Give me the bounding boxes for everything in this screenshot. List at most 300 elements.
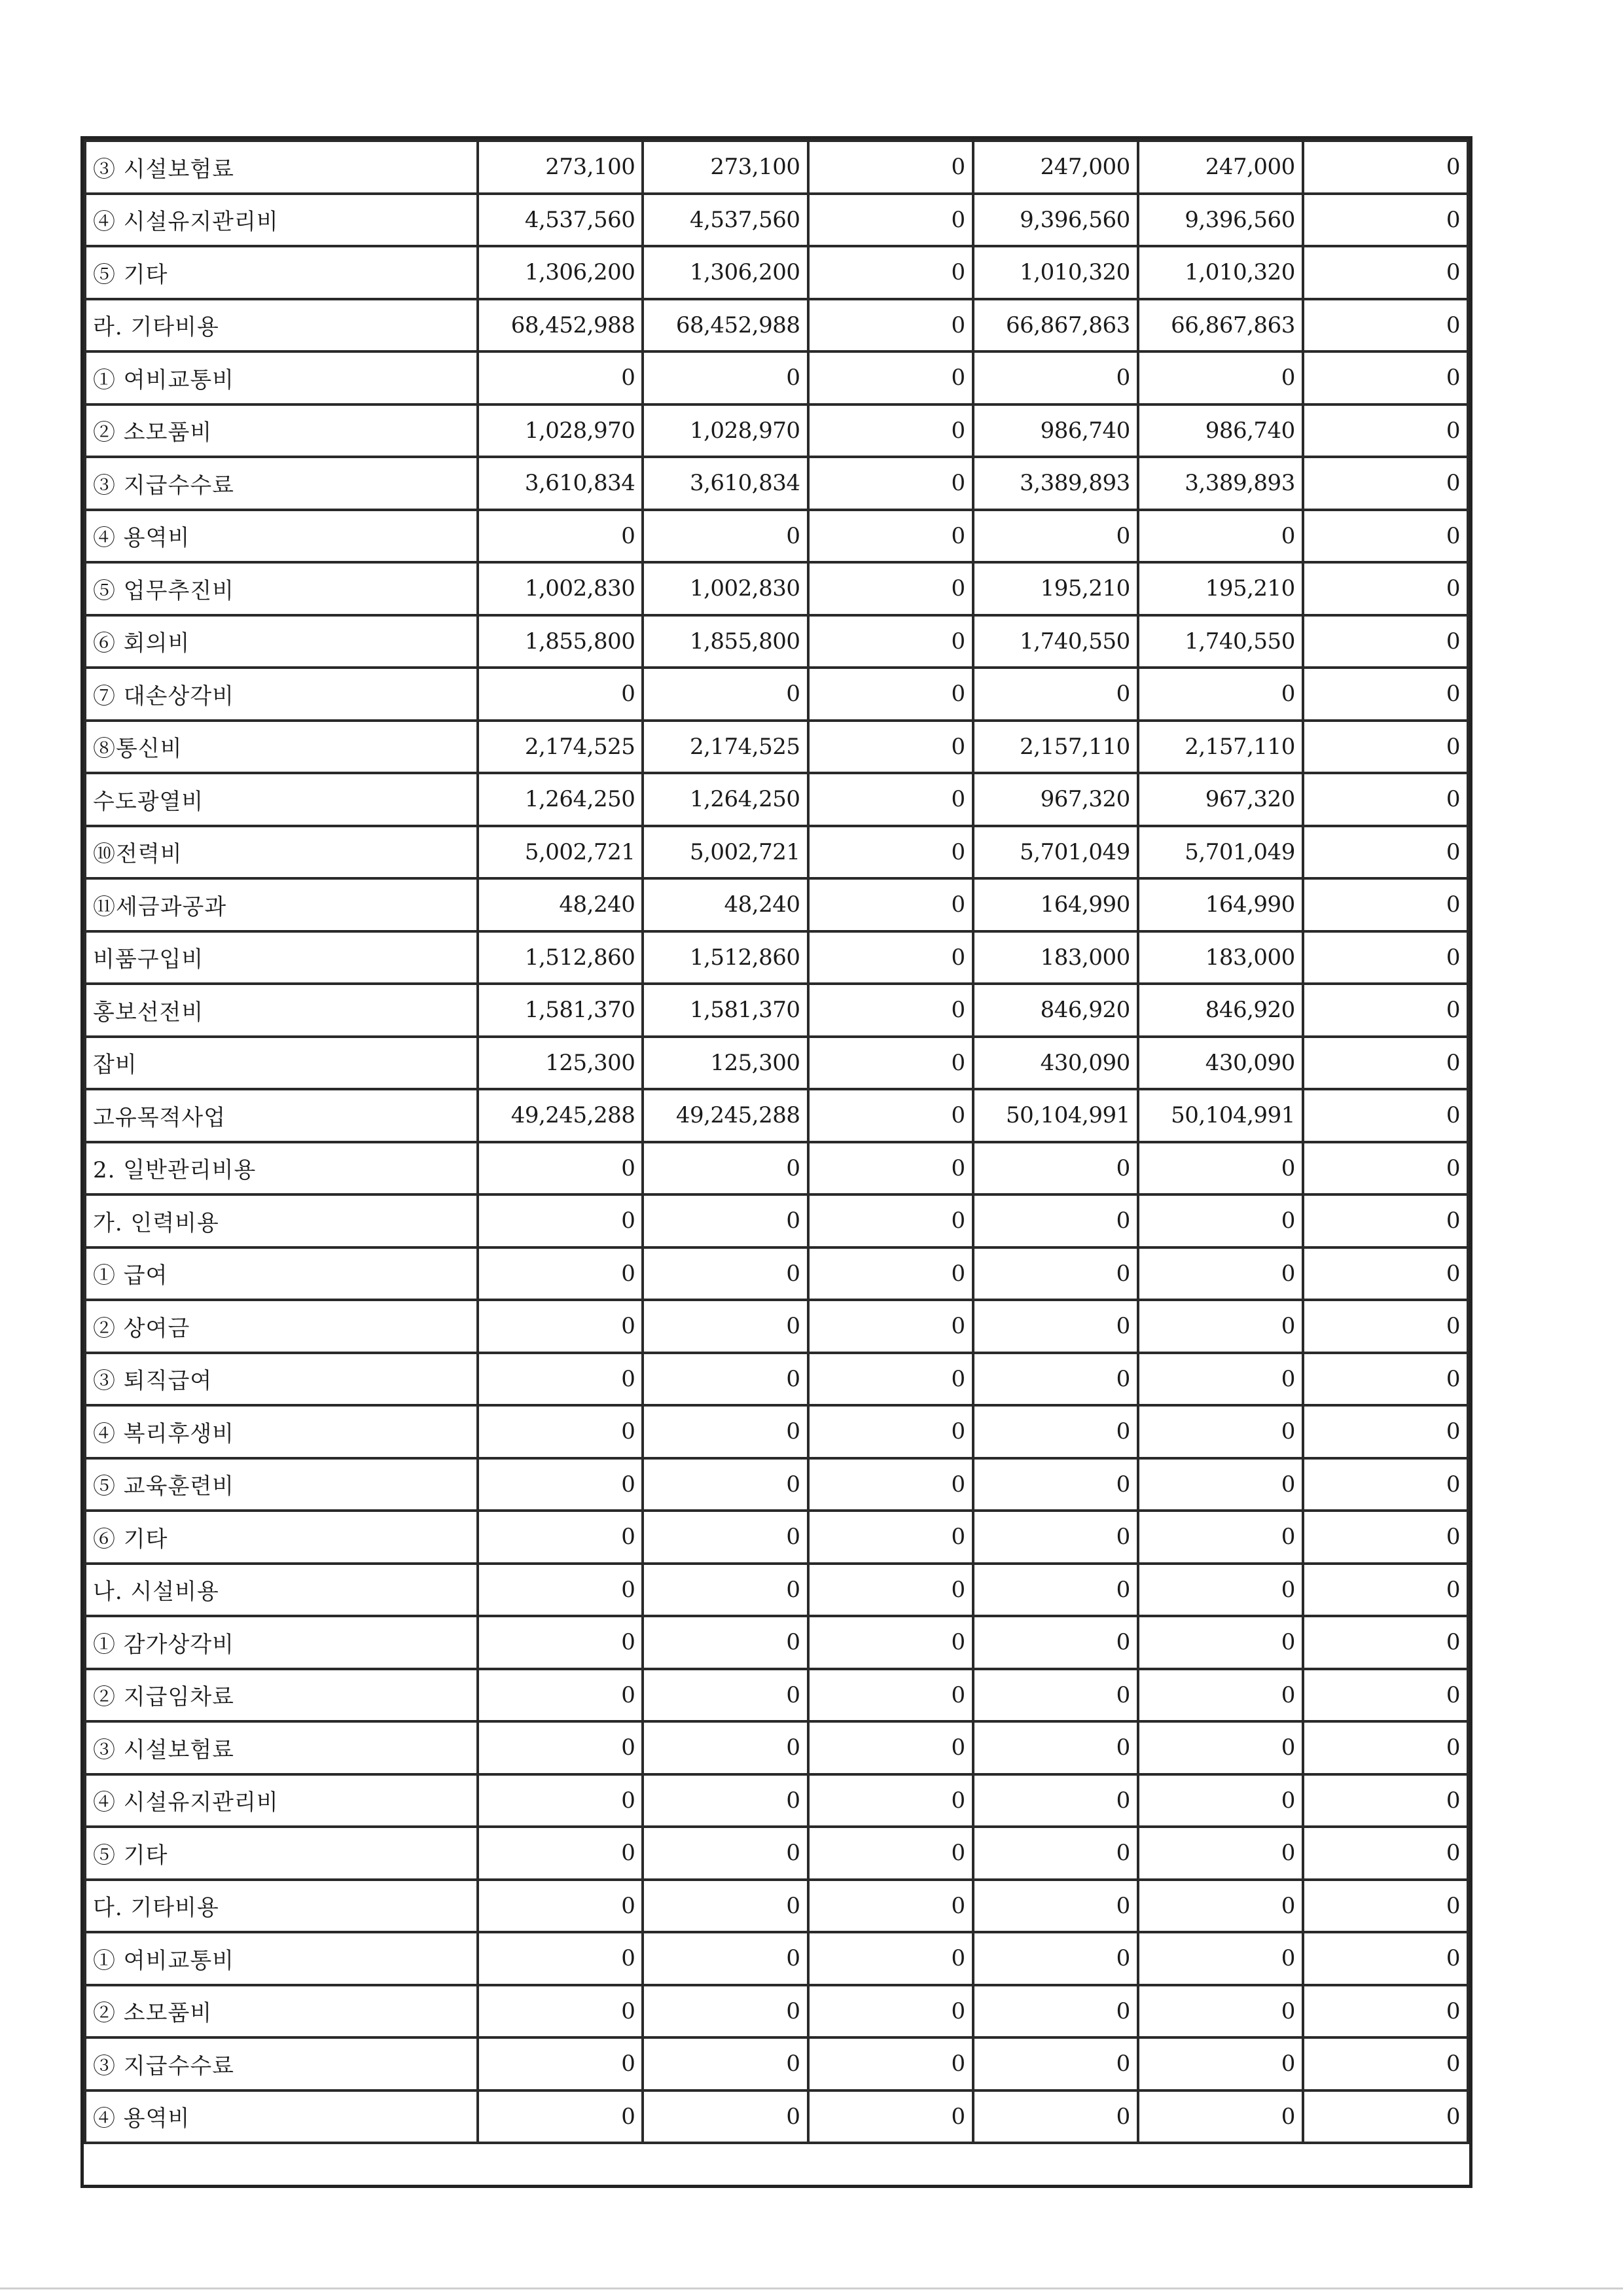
amount-cell: 0 [1138, 1827, 1303, 1880]
row-label: ② 지급임차료 [85, 1669, 478, 1722]
row-label: ⑪세금과공과 [85, 878, 478, 931]
table-row [85, 2037, 1468, 2090]
row-label: ⑤ 기타 [85, 1827, 478, 1880]
table-row [85, 1037, 1468, 1090]
amount-cell: 0 [808, 1037, 973, 1090]
amount-cell: 0 [1303, 1089, 1468, 1142]
amount-cell: 0 [1303, 1194, 1468, 1247]
amount-cell: 0 [1303, 562, 1468, 615]
amount-cell: 0 [1303, 1511, 1468, 1564]
amount-cell: 0 [1138, 1721, 1303, 1774]
amount-cell: 0 [1303, 721, 1468, 774]
amount-cell: 0 [643, 1721, 808, 1774]
ledger-sheet [80, 136, 1472, 2188]
table-row [85, 615, 1468, 668]
amount-cell: 0 [1138, 351, 1303, 404]
row-label: ① 급여 [85, 1247, 478, 1300]
amount-cell: 0 [1138, 1932, 1303, 1985]
amount-cell: 0 [973, 2090, 1138, 2144]
table-row [85, 194, 1468, 247]
amount-cell: 5,002,721 [478, 826, 643, 879]
amount-cell: 0 [478, 1353, 643, 1406]
amount-cell: 0 [643, 1774, 808, 1827]
amount-cell: 0 [1138, 1405, 1303, 1458]
amount-cell: 0 [1138, 1511, 1303, 1564]
amount-cell: 0 [808, 1142, 973, 1195]
amount-cell: 0 [478, 1300, 643, 1353]
amount-cell: 0 [478, 1142, 643, 1195]
amount-cell: 0 [808, 457, 973, 510]
amount-cell: 0 [1303, 404, 1468, 457]
row-label: 비품구입비 [85, 931, 478, 984]
row-label: ⑦ 대손상각비 [85, 668, 478, 721]
amount-cell: 0 [808, 721, 973, 774]
table-row [85, 1880, 1468, 1933]
amount-cell: 0 [1303, 1300, 1468, 1353]
row-label: ① 여비교통비 [85, 1932, 478, 1985]
amount-cell: 4,537,560 [643, 194, 808, 247]
amount-cell: 9,396,560 [973, 194, 1138, 247]
table-row [85, 2090, 1468, 2144]
amount-cell: 0 [973, 1247, 1138, 1300]
amount-cell: 0 [808, 1247, 973, 1300]
table-row [85, 1511, 1468, 1564]
amount-cell: 0 [808, 1774, 973, 1827]
row-label: 다. 기타비용 [85, 1880, 478, 1933]
amount-cell: 0 [1303, 931, 1468, 984]
amount-cell: 0 [808, 2037, 973, 2090]
amount-cell: 0 [808, 878, 973, 931]
table-row [85, 404, 1468, 457]
table-row [85, 246, 1468, 299]
amount-cell: 0 [1138, 1300, 1303, 1353]
amount-cell: 0 [478, 1827, 643, 1880]
page-bottom-rule [0, 2287, 1623, 2289]
amount-cell: 0 [1138, 1880, 1303, 1933]
amount-cell: 0 [643, 1669, 808, 1722]
amount-cell: 0 [808, 826, 973, 879]
amount-cell: 0 [643, 1564, 808, 1617]
amount-cell: 0 [478, 510, 643, 563]
amount-cell: 68,452,988 [643, 299, 808, 352]
amount-cell: 1,010,320 [1138, 246, 1303, 299]
amount-cell: 1,512,860 [643, 931, 808, 984]
amount-cell: 0 [1303, 773, 1468, 826]
amount-cell: 0 [643, 351, 808, 404]
amount-cell: 0 [808, 1194, 973, 1247]
amount-cell: 986,740 [973, 404, 1138, 457]
amount-cell: 0 [973, 1721, 1138, 1774]
amount-cell: 0 [1138, 1353, 1303, 1406]
amount-cell: 0 [643, 1985, 808, 2038]
amount-cell: 0 [973, 1458, 1138, 1511]
amount-cell: 0 [973, 1880, 1138, 1933]
row-label: ③ 시설보험료 [85, 1721, 478, 1774]
amount-cell: 0 [1303, 141, 1468, 194]
row-label: ③ 시설보험료 [85, 141, 478, 194]
row-label: 수도광열비 [85, 773, 478, 826]
amount-cell: 0 [808, 1089, 973, 1142]
amount-cell: 0 [808, 1932, 973, 1985]
amount-cell: 0 [478, 1669, 643, 1722]
amount-cell: 0 [1138, 1564, 1303, 1617]
table-row [85, 1774, 1468, 1827]
amount-cell: 0 [1303, 1037, 1468, 1090]
table-row [85, 984, 1468, 1037]
row-label: 가. 인력비용 [85, 1194, 478, 1247]
amount-cell: 0 [643, 1880, 808, 1933]
amount-cell: 0 [808, 1300, 973, 1353]
row-label: ⑤ 교육훈련비 [85, 1458, 478, 1511]
amount-cell: 68,452,988 [478, 299, 643, 352]
amount-cell: 1,306,200 [643, 246, 808, 299]
amount-cell: 0 [1303, 1616, 1468, 1669]
amount-cell: 273,100 [643, 141, 808, 194]
amount-cell: 2,157,110 [973, 721, 1138, 774]
amount-cell: 0 [808, 1827, 973, 1880]
row-label: 나. 시설비용 [85, 1564, 478, 1617]
amount-cell: 49,245,288 [478, 1089, 643, 1142]
amount-cell: 0 [643, 1142, 808, 1195]
row-label: ③ 지급수수료 [85, 2037, 478, 2090]
amount-cell: 0 [808, 1353, 973, 1406]
amount-cell: 0 [478, 1458, 643, 1511]
amount-cell: 3,610,834 [478, 457, 643, 510]
amount-cell: 0 [478, 1880, 643, 1933]
amount-cell: 247,000 [973, 141, 1138, 194]
row-label: 잡비 [85, 1037, 478, 1090]
row-label: ④ 시설유지관리비 [85, 194, 478, 247]
amount-cell: 430,090 [973, 1037, 1138, 1090]
table-row [85, 1300, 1468, 1353]
amount-cell: 0 [478, 1721, 643, 1774]
amount-cell: 1,512,860 [478, 931, 643, 984]
amount-cell: 3,610,834 [643, 457, 808, 510]
table-row [85, 299, 1468, 352]
amount-cell: 0 [1303, 1458, 1468, 1511]
amount-cell: 3,389,893 [973, 457, 1138, 510]
amount-cell: 0 [1138, 2090, 1303, 2144]
amount-cell: 0 [643, 1511, 808, 1564]
row-label: ② 상여금 [85, 1300, 478, 1353]
row-label: ④ 복리후생비 [85, 1405, 478, 1458]
amount-cell: 1,740,550 [1138, 615, 1303, 668]
amount-cell: 0 [478, 1247, 643, 1300]
row-label: ⑤ 기타 [85, 246, 478, 299]
amount-cell: 0 [973, 668, 1138, 721]
table-row [85, 1247, 1468, 1300]
amount-cell: 195,210 [1138, 562, 1303, 615]
amount-cell: 0 [1303, 1247, 1468, 1300]
amount-cell: 0 [973, 1142, 1138, 1195]
table-row [85, 351, 1468, 404]
amount-cell: 986,740 [1138, 404, 1303, 457]
amount-cell: 1,306,200 [478, 246, 643, 299]
amount-cell: 0 [1138, 510, 1303, 563]
table-row [85, 1142, 1468, 1195]
row-label: 2. 일반관리비용 [85, 1142, 478, 1195]
amount-cell: 0 [808, 141, 973, 194]
amount-cell: 0 [973, 1300, 1138, 1353]
amount-cell: 0 [1303, 878, 1468, 931]
amount-cell: 48,240 [643, 878, 808, 931]
amount-cell: 0 [808, 1564, 973, 1617]
amount-cell: 0 [478, 1985, 643, 2038]
amount-cell: 0 [808, 1405, 973, 1458]
table-row [85, 1458, 1468, 1511]
amount-cell: 0 [808, 351, 973, 404]
amount-cell: 125,300 [478, 1037, 643, 1090]
amount-cell: 0 [973, 1353, 1138, 1406]
table-row [85, 773, 1468, 826]
table-row [85, 931, 1468, 984]
amount-cell: 0 [1303, 1721, 1468, 1774]
table-row [85, 141, 1468, 194]
table-row [85, 1353, 1468, 1406]
amount-cell: 0 [1303, 299, 1468, 352]
amount-cell: 0 [973, 1194, 1138, 1247]
amount-cell: 0 [808, 2090, 973, 2144]
row-label: 고유목적사업 [85, 1089, 478, 1142]
table-row [85, 1616, 1468, 1669]
amount-cell: 0 [1303, 615, 1468, 668]
amount-cell: 49,245,288 [643, 1089, 808, 1142]
row-label: ② 소모품비 [85, 404, 478, 457]
amount-cell: 0 [973, 510, 1138, 563]
amount-cell: 1,002,830 [643, 562, 808, 615]
amount-cell: 0 [1303, 1669, 1468, 1722]
amount-cell: 0 [808, 1458, 973, 1511]
amount-cell: 183,000 [1138, 931, 1303, 984]
amount-cell: 0 [973, 1405, 1138, 1458]
amount-cell: 195,210 [973, 562, 1138, 615]
amount-cell: 0 [1303, 1353, 1468, 1406]
amount-cell: 0 [643, 510, 808, 563]
amount-cell: 0 [808, 1511, 973, 1564]
amount-cell: 0 [808, 404, 973, 457]
table-row [85, 721, 1468, 774]
amount-cell: 0 [808, 194, 973, 247]
amount-cell: 0 [478, 1774, 643, 1827]
amount-cell: 0 [478, 1511, 643, 1564]
amount-cell: 0 [973, 1669, 1138, 1722]
amount-cell: 0 [643, 2037, 808, 2090]
table-row [85, 1985, 1468, 2038]
amount-cell: 0 [1138, 1142, 1303, 1195]
amount-cell: 0 [808, 1616, 973, 1669]
amount-cell: 0 [643, 1827, 808, 1880]
amount-cell: 967,320 [1138, 773, 1303, 826]
amount-cell: 0 [478, 2037, 643, 2090]
amount-cell: 50,104,991 [973, 1089, 1138, 1142]
amount-cell: 0 [478, 668, 643, 721]
amount-cell: 0 [1303, 194, 1468, 247]
row-label: ⑥ 회의비 [85, 615, 478, 668]
amount-cell: 0 [643, 1932, 808, 1985]
amount-cell: 0 [973, 351, 1138, 404]
amount-cell: 1,581,370 [478, 984, 643, 1037]
amount-cell: 164,990 [973, 878, 1138, 931]
amount-cell: 0 [808, 1985, 973, 2038]
amount-cell: 846,920 [1138, 984, 1303, 1037]
amount-cell: 0 [1303, 1142, 1468, 1195]
amount-cell: 5,701,049 [1138, 826, 1303, 879]
amount-cell: 273,100 [478, 141, 643, 194]
amount-cell: 0 [1138, 668, 1303, 721]
expense-table [84, 139, 1469, 2144]
amount-cell: 0 [1303, 2090, 1468, 2144]
amount-cell: 0 [478, 1616, 643, 1669]
amount-cell: 0 [1138, 1458, 1303, 1511]
row-label: ④ 용역비 [85, 2090, 478, 2144]
amount-cell: 0 [808, 1669, 973, 1722]
table-row [85, 826, 1468, 879]
row-label: 라. 기타비용 [85, 299, 478, 352]
amount-cell: 0 [643, 1458, 808, 1511]
amount-cell: 0 [1303, 1880, 1468, 1933]
amount-cell: 0 [1303, 1932, 1468, 1985]
row-label: ⑥ 기타 [85, 1511, 478, 1564]
amount-cell: 0 [1303, 826, 1468, 879]
table-row [85, 1405, 1468, 1458]
amount-cell: 0 [1303, 351, 1468, 404]
row-label: ① 감가상각비 [85, 1616, 478, 1669]
amount-cell: 1,855,800 [643, 615, 808, 668]
amount-cell: 0 [478, 1405, 643, 1458]
amount-cell: 0 [808, 668, 973, 721]
row-label: ④ 용역비 [85, 510, 478, 563]
amount-cell: 0 [1303, 510, 1468, 563]
amount-cell: 0 [1138, 1194, 1303, 1247]
amount-cell: 0 [808, 1721, 973, 1774]
amount-cell: 0 [643, 668, 808, 721]
amount-cell: 0 [1138, 1985, 1303, 2038]
amount-cell: 0 [478, 2090, 643, 2144]
amount-cell: 2,157,110 [1138, 721, 1303, 774]
row-label: ③ 지급수수료 [85, 457, 478, 510]
table-row [85, 562, 1468, 615]
amount-cell: 0 [643, 1300, 808, 1353]
amount-cell: 0 [643, 1194, 808, 1247]
amount-cell: 66,867,863 [1138, 299, 1303, 352]
amount-cell: 0 [973, 1774, 1138, 1827]
amount-cell: 247,000 [1138, 141, 1303, 194]
amount-cell: 0 [643, 2090, 808, 2144]
table-row [85, 1089, 1468, 1142]
amount-cell: 0 [1303, 1405, 1468, 1458]
amount-cell: 0 [808, 773, 973, 826]
amount-cell: 0 [808, 246, 973, 299]
row-label: ③ 퇴직급여 [85, 1353, 478, 1406]
amount-cell: 1,264,250 [478, 773, 643, 826]
amount-cell: 0 [643, 1247, 808, 1300]
amount-cell: 1,028,970 [643, 404, 808, 457]
amount-cell: 125,300 [643, 1037, 808, 1090]
amount-cell: 2,174,525 [643, 721, 808, 774]
table-row [85, 878, 1468, 931]
amount-cell: 0 [1303, 668, 1468, 721]
table-row [85, 1721, 1468, 1774]
amount-cell: 0 [643, 1353, 808, 1406]
amount-cell: 0 [808, 931, 973, 984]
amount-cell: 0 [973, 1827, 1138, 1880]
table-row [85, 1827, 1468, 1880]
amount-cell: 0 [808, 984, 973, 1037]
amount-cell: 0 [1138, 1616, 1303, 1669]
table-row [85, 457, 1468, 510]
amount-cell: 0 [973, 1985, 1138, 2038]
row-label: 홍보선전비 [85, 984, 478, 1037]
amount-cell: 4,537,560 [478, 194, 643, 247]
table-row [85, 1669, 1468, 1722]
amount-cell: 9,396,560 [1138, 194, 1303, 247]
amount-cell: 0 [973, 1616, 1138, 1669]
amount-cell: 1,581,370 [643, 984, 808, 1037]
amount-cell: 0 [1303, 2037, 1468, 2090]
amount-cell: 0 [1303, 246, 1468, 299]
amount-cell: 0 [1303, 457, 1468, 510]
amount-cell: 0 [1303, 1564, 1468, 1617]
row-label: ④ 시설유지관리비 [85, 1774, 478, 1827]
amount-cell: 0 [973, 1564, 1138, 1617]
table-row [85, 510, 1468, 563]
amount-cell: 1,264,250 [643, 773, 808, 826]
amount-cell: 66,867,863 [973, 299, 1138, 352]
amount-cell: 430,090 [1138, 1037, 1303, 1090]
amount-cell: 183,000 [973, 931, 1138, 984]
amount-cell: 5,701,049 [973, 826, 1138, 879]
row-label: ① 여비교통비 [85, 351, 478, 404]
row-label: ② 소모품비 [85, 1985, 478, 2038]
amount-cell: 0 [808, 510, 973, 563]
amount-cell: 0 [478, 1564, 643, 1617]
amount-cell: 0 [1138, 2037, 1303, 2090]
amount-cell: 0 [1303, 984, 1468, 1037]
amount-cell: 0 [973, 1511, 1138, 1564]
amount-cell: 1,002,830 [478, 562, 643, 615]
amount-cell: 0 [808, 615, 973, 668]
amount-cell: 1,855,800 [478, 615, 643, 668]
amount-cell: 0 [1303, 1985, 1468, 2038]
amount-cell: 3,389,893 [1138, 457, 1303, 510]
table-row [85, 668, 1468, 721]
amount-cell: 967,320 [973, 773, 1138, 826]
amount-cell: 0 [808, 299, 973, 352]
amount-cell: 0 [808, 1880, 973, 1933]
amount-cell: 48,240 [478, 878, 643, 931]
amount-cell: 1,010,320 [973, 246, 1138, 299]
row-label: ⑤ 업무추진비 [85, 562, 478, 615]
amount-cell: 50,104,991 [1138, 1089, 1303, 1142]
amount-cell: 5,002,721 [643, 826, 808, 879]
amount-cell: 846,920 [973, 984, 1138, 1037]
row-label: ⑧통신비 [85, 721, 478, 774]
amount-cell: 164,990 [1138, 878, 1303, 931]
amount-cell: 0 [973, 2037, 1138, 2090]
expense-table-body [85, 141, 1468, 2143]
amount-cell: 0 [478, 1932, 643, 1985]
amount-cell: 0 [643, 1616, 808, 1669]
row-label: ⑩전력비 [85, 826, 478, 879]
amount-cell: 0 [478, 1194, 643, 1247]
amount-cell: 0 [1138, 1247, 1303, 1300]
amount-cell: 0 [1303, 1774, 1468, 1827]
amount-cell: 0 [478, 351, 643, 404]
amount-cell: 0 [808, 562, 973, 615]
amount-cell: 2,174,525 [478, 721, 643, 774]
amount-cell: 0 [1303, 1827, 1468, 1880]
amount-cell: 0 [1138, 1774, 1303, 1827]
